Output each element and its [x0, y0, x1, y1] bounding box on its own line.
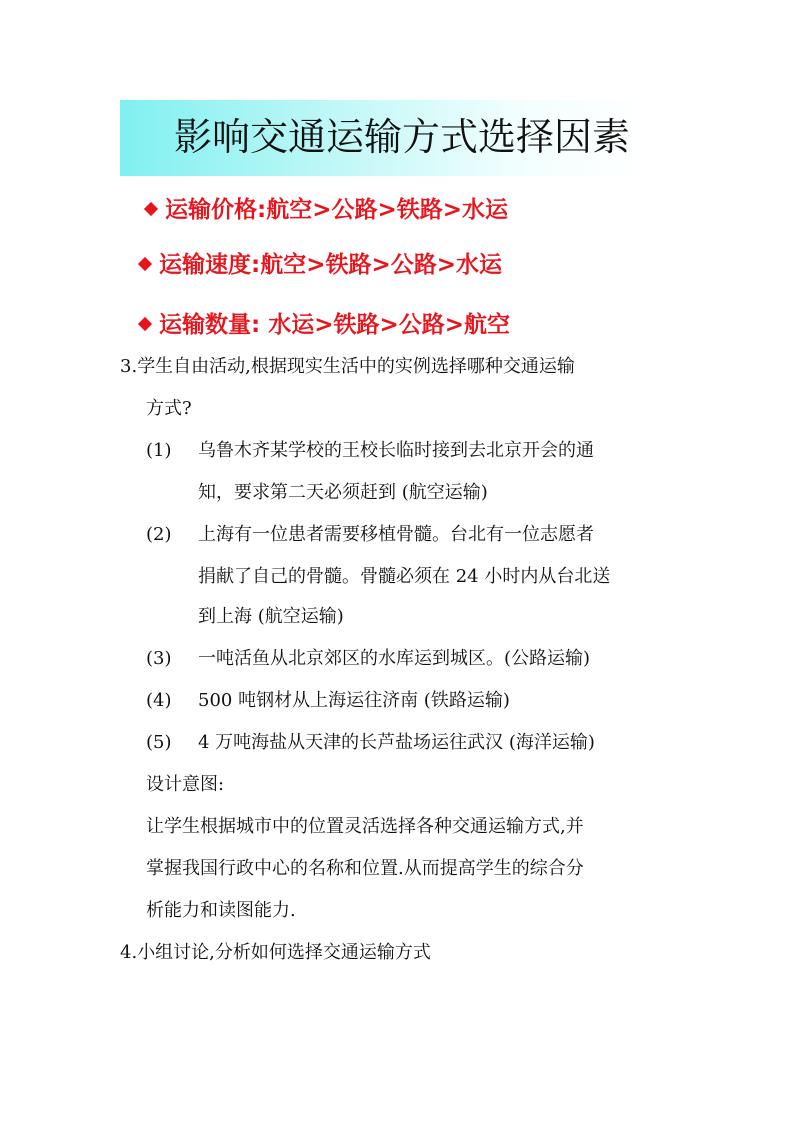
example-number: (1): [146, 440, 172, 461]
factor-value: 航空>铁路>公路>水运: [260, 252, 503, 278]
page-title: 影响交通运输方式选择因素: [174, 115, 631, 159]
bullet-diamond-icon: [138, 256, 152, 270]
design-line-1: 让学生根据城市中的位置灵活选择各种交通运输方式,并: [146, 816, 584, 837]
example-number: (3): [146, 648, 172, 669]
item-text: 小组讨论,分析如何选择交通运输方式: [137, 942, 431, 963]
example-3: [146, 646, 590, 672]
example-4: [146, 688, 510, 714]
item-4: [120, 940, 431, 966]
item-text: 学生自由活动,根据现实生活中的实例选择哪种交通运输: [137, 356, 575, 377]
factor-quantity: [140, 310, 510, 340]
item-number: 3.: [120, 356, 138, 377]
example-text: 4 万吨海盐从天津的长芦盐场运往武汉 (海洋运输): [198, 732, 595, 753]
factor-label: 运输数量:: [159, 312, 261, 338]
factor-price: [146, 195, 508, 225]
example-1-cont: 知，要求第二天必须赶到 (航空运输): [198, 482, 488, 503]
factor-speed: [140, 250, 502, 280]
example-text: 一吨活鱼从北京郊区的水库运到城区。(公路运输): [198, 648, 591, 669]
item-3-line-1: [120, 354, 575, 380]
design-heading: 设计意图:: [146, 774, 225, 795]
example-2-cont: 到上海 (航空运输): [198, 606, 344, 627]
example-text: 500 吨钢材从上海运往济南 (铁路运输): [198, 690, 510, 711]
example-number: (4): [146, 690, 172, 711]
example-1: [146, 438, 594, 464]
item-number: 4.: [120, 942, 138, 963]
factor-value: 航空>公路>铁路>水运: [266, 197, 509, 223]
example-text: 上海有一位患者需要移植骨髓。台北有一位志愿者: [198, 524, 594, 545]
example-5: [146, 730, 595, 756]
design-line-2: 掌握我国行政中心的名称和位置.从而提高学生的综合分: [146, 858, 584, 879]
example-text: 乌鲁木齐某学校的王校长临时接到去北京开会的通: [198, 440, 594, 461]
bullet-diamond-icon: [138, 316, 152, 330]
factor-label: 运输速度:: [159, 252, 261, 278]
design-line-3: 析能力和读图能力.: [146, 900, 296, 921]
example-2: [146, 522, 594, 548]
factor-value: 水运>铁路>公路>航空: [260, 312, 511, 338]
example-2-cont: 捐献了自己的骨髓。骨髓必须在 24 小时内从台北送: [198, 566, 611, 587]
example-number: (5): [146, 732, 172, 753]
item-3-line-2: 方式?: [146, 398, 192, 419]
factor-label: 运输价格:: [165, 197, 267, 223]
bullet-diamond-icon: [144, 201, 158, 215]
example-number: (2): [146, 524, 172, 545]
